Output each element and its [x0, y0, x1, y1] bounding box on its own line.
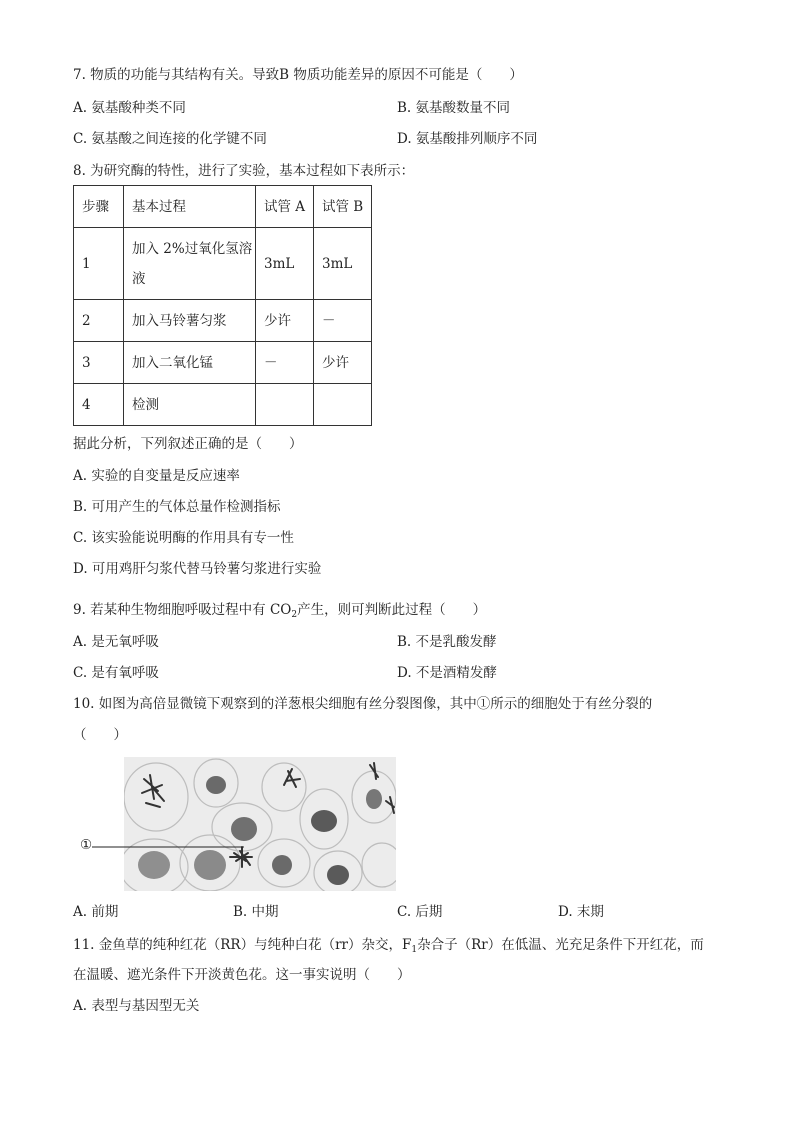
table-cell: 3mL: [314, 228, 372, 300]
q9-option-a: A. 是无氧呼吸: [73, 634, 159, 650]
q11-option-a: A. 表型与基因型无关: [73, 998, 200, 1014]
table-cell: 3mL: [256, 228, 314, 300]
table-row: [74, 342, 372, 384]
figure-label-1: ①: [80, 837, 93, 853]
micrograph-svg: [124, 757, 396, 891]
q11-stem-b: 杂合子（Rr）在低温、光充足条件下开红花，而: [417, 937, 704, 953]
table-cell: 少许: [256, 300, 314, 342]
q7-option-d: D. 氨基酸排列顺序不同: [397, 131, 538, 147]
table-row: [74, 228, 372, 300]
table-cell: 加入马铃薯匀浆: [124, 300, 256, 342]
table-cell: 加入 2%过氧化氢溶液: [124, 228, 256, 300]
q9-option-b: B. 不是乳酸发酵: [397, 634, 497, 650]
q8-option-c: C. 该实验能说明酶的作用具有专一性: [73, 530, 294, 546]
q8-stem: 8. 为研究酶的特性，进行了实验，基本过程如下表所示：: [73, 163, 415, 179]
q9-stem-pre: 9. 若某种生物细胞呼吸过程中有 CO: [73, 602, 292, 618]
q11-stem: [73, 936, 704, 954]
table-cell: 3: [74, 342, 124, 384]
table-header-cell: 试管 B: [314, 186, 372, 228]
micrograph-image: [124, 757, 396, 891]
q10-stem-cont: （ ）: [73, 727, 127, 743]
q8-option-d: D. 可用鸡肝匀浆代替马铃薯匀浆进行实验: [73, 561, 322, 577]
table-cell: [256, 384, 314, 426]
table-cell: －: [314, 300, 372, 342]
table-header-cell: 基本过程: [124, 186, 256, 228]
experiment-table: [73, 185, 372, 426]
q10-option-a: A. 前期: [73, 904, 119, 920]
table-header-cell: 试管 A: [256, 186, 314, 228]
table-header-row: [74, 186, 372, 228]
table-cell: 加入二氧化锰: [124, 342, 256, 384]
pointer-line: [92, 845, 126, 849]
q11-stem-a: 11. 金鱼草的纯种红花（RR）与纯种白花（rr）杂交，F: [73, 937, 412, 953]
q10-option-b: B. 中期: [233, 904, 279, 920]
q10-stem: 10. 如图为高倍显微镜下观察到的洋葱根尖细胞有丝分裂图像，其中①所示的细胞处于有丝分裂的: [73, 696, 653, 712]
q11-subscript: 1: [411, 945, 418, 955]
q7-option-b: B. 氨基酸数量不同: [397, 100, 511, 116]
table-cell: 2: [74, 300, 124, 342]
table-cell: 1: [74, 228, 124, 300]
q8-option-b: B. 可用产生的气体总量作检测指标: [73, 499, 281, 515]
table-row: [74, 384, 372, 426]
q7-stem: 7. 物质的功能与其结构有关。导致B 物质功能差异的原因不可能是（ ）: [73, 67, 523, 83]
table-header-cell: 步骤: [74, 186, 124, 228]
table-cell: 少许: [314, 342, 372, 384]
q9-stem-post: 产生，则可判断此过程（ ）: [297, 602, 487, 618]
q9-option-d: D. 不是酒精发酵: [397, 665, 497, 681]
q9-option-c: C. 是有氧呼吸: [73, 665, 159, 681]
q10-option-c: C. 后期: [397, 904, 443, 920]
q11-stem-line2: 在温暖、遮光条件下开淡黄色花。这一事实说明（ ）: [73, 967, 411, 983]
table-cell: 检测: [124, 384, 256, 426]
table-cell: 4: [74, 384, 124, 426]
q7-option-c: C. 氨基酸之间连接的化学键不同: [73, 131, 267, 147]
q9-subscript: 2: [291, 610, 298, 620]
table-row: [74, 300, 372, 342]
q8-follow: 据此分析，下列叙述正确的是（ ）: [73, 436, 303, 452]
q8-option-a: A. 实验的自变量是反应速率: [73, 468, 240, 484]
q7-option-a: A. 氨基酸种类不同: [73, 100, 186, 116]
q10-option-d: D. 末期: [558, 904, 604, 920]
q9-stem: [73, 601, 486, 619]
table-cell: [314, 384, 372, 426]
table-cell: －: [256, 342, 314, 384]
